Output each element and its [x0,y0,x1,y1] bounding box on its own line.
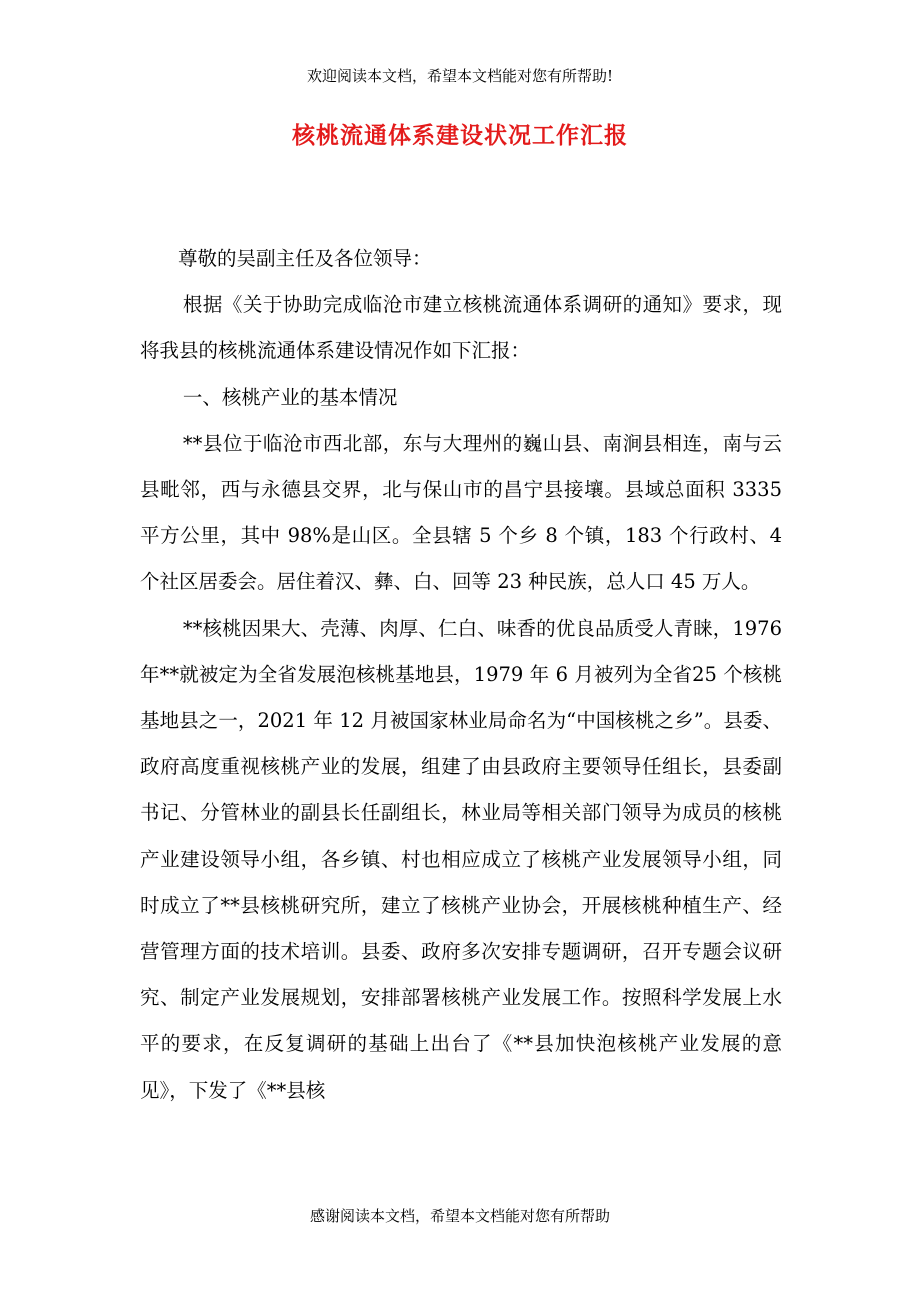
page-footer: 感谢阅读本文档，希望本文档能对您有所帮助 [309,1207,610,1225]
walnut-industry-paragraph: **核桃因果大、壳薄、肉厚、仁白、味香的优良品质受人青睐，1976 年**就被定为全省发展泡核桃基地县，1979 年 6 月被列为全省25 个核桃基地县之一，2021 年 12 月被国家林业局命名为“中国核桃之乡”。县委、政府高度重视核桃产业的发展，组建了由县政府主要领导任组长，县委副书记、分管林业的副县长任副组长，林业局等相关部门领导为成员的核桃产业建设领导小组，各乡镇、村也相应成立了核桃产业发展领导小组，同时成立了**县核桃研究所，建立了核桃产业协会，开展核桃种植生产、经营管理方面的技术培训。县委、政府多次安排专题调研，召开专题会议研究、制定产业发展规划，安排部署核桃产业发展工作。按照科学发展上水平的要求，在反复调研的基础上出台了《**县加快泡核桃产业发展的意见》，下发了《**县核 [140,616,782,1102]
document-body [140,236,782,1114]
salutation-paragraph: 尊敬的吴副主任及各位领导： [178,247,432,270]
section-heading: 一、核桃产业的基本情况 [182,385,398,409]
county-overview-paragraph: **县位于临沧市西北部，东与大理州的巍山县、南涧县相连，南与云县毗邻，西与永德县交界，北与保山市的昌宁县接壤。县域总面积 3335 平方公里，其中 98%是山区。全县辖 5 个乡 8 个镇，183 个行政村、4 个社区居委会。居住着汉、彝、白、回等 23 种民族，总人口 45 万人。 [140,431,782,594]
intro-paragraph: 根据《关于协助完成临沧市建立核桃流通体系调研的通知》要求，现将我县的核桃流通体系建设情况作如下汇报： [140,293,782,363]
page-header: 欢迎阅读本文档，希望本文档能对您有所帮助! [306,67,614,85]
document-title: 核桃流通体系建设状况工作汇报 [292,122,628,149]
